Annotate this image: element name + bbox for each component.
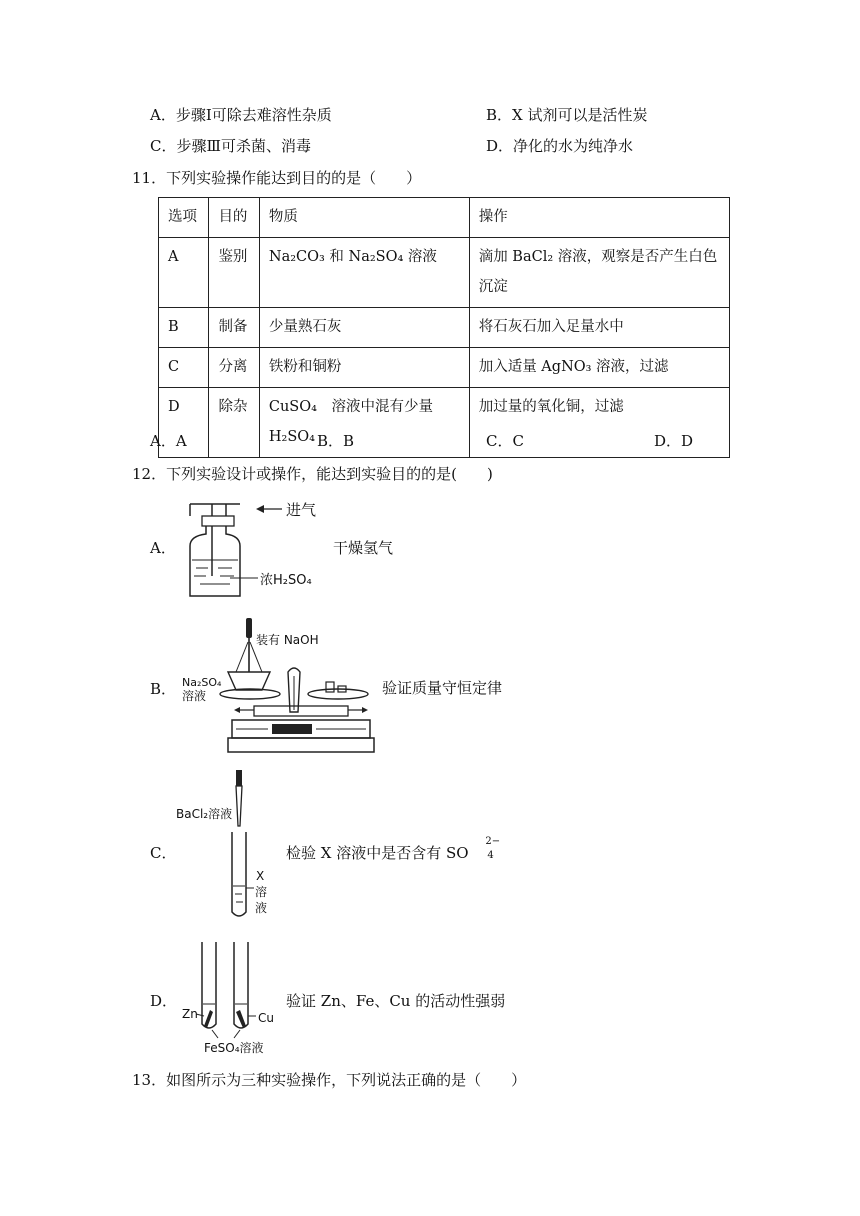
cell-operation: 将石灰石加入足量水中: [469, 308, 729, 348]
zinc-label: Zn: [182, 1007, 198, 1021]
q11-table: [158, 197, 730, 458]
table-row: [159, 348, 730, 388]
q10-option-b: B．X 试剂可以是活性炭: [486, 106, 648, 124]
cell-operation: 加入适量 AgNO₃ 溶液，过滤: [469, 348, 729, 388]
q12-option-d-desc: 验证 Zn、Fe、Cu 的活动性强弱: [286, 992, 506, 1010]
solution-x-label-3: 液: [255, 901, 268, 915]
table-row: [159, 238, 730, 308]
q12-option-b-letter: B．: [150, 680, 177, 698]
header-substance: 物质: [259, 198, 469, 238]
balance-figure: [178, 614, 376, 756]
cell-option: C: [159, 348, 209, 388]
table-row: [159, 388, 730, 458]
q12-option-b-desc: 验证质量守恒定律: [382, 679, 503, 697]
q10-option-d: D．净化的水为纯净水: [486, 137, 634, 155]
ion-charge: 2−: [485, 836, 501, 847]
reagent-label: BaCl₂溶液: [176, 807, 233, 821]
q12-stem: 12．下列实验设计或操作，能达到实验目的的是( ): [132, 465, 493, 483]
cell-option: B: [159, 308, 209, 348]
q10-option-c: C．步骤Ⅲ可杀菌、消毒: [150, 137, 311, 155]
metal-activity-figure: [178, 938, 282, 1058]
cell-goal: 鉴别: [209, 238, 259, 308]
cell-substance: 铁粉和铜粉: [259, 348, 469, 388]
q13-stem: 13．如图所示为三种实验操作，下列说法正确的是（ ）: [132, 1071, 527, 1089]
dropper-label: 装有 NaOH: [256, 633, 319, 647]
q11-stem: 11．下列实验操作能达到目的的是（ ）: [132, 169, 422, 187]
q10-option-a: A．步骤Ⅰ可除去难溶性杂质: [150, 106, 332, 124]
acid-label: 浓H₂SO₄: [260, 573, 312, 588]
cell-substance: 少量熟石灰: [259, 308, 469, 348]
sulfate-ion-notation: [479, 836, 501, 864]
q12-option-c-text: 检验 X 溶液中是否含有 SO: [286, 844, 469, 862]
q11-answer-c: C．C: [486, 432, 524, 450]
cell-goal: 除杂: [209, 388, 259, 458]
q12-option-d-letter: D．: [150, 992, 178, 1010]
cell-operation: 滴加 BaCl₂ 溶液，观察是否产生白色沉淀: [469, 238, 729, 308]
solution-x-label: X: [256, 869, 265, 883]
cell-goal: 制备: [209, 308, 259, 348]
q11-answer-d: D．D: [654, 432, 694, 450]
cell-option: D: [159, 388, 209, 458]
gas-washing-bottle-figure: [180, 498, 340, 602]
q12-option-a-desc: 干燥氢气: [333, 539, 394, 557]
copper-label: Cu: [258, 1011, 274, 1025]
gas-inlet-label: 进气: [286, 501, 317, 519]
ion-subscript: 4: [487, 850, 494, 861]
cell-goal: 分离: [209, 348, 259, 388]
q12-option-c-desc: [286, 836, 501, 864]
q12-option-a-letter: A．: [150, 539, 176, 557]
table-header-row: [159, 198, 730, 238]
header-goal: 目的: [209, 198, 259, 238]
header-option: 选项: [159, 198, 209, 238]
q11-answer-a: A．A: [150, 432, 187, 450]
solution-x-label-2: 溶: [255, 885, 268, 899]
feso4-label: FeSO₄溶液: [204, 1041, 264, 1055]
q11-answer-b: B．B: [317, 432, 355, 450]
table-row: [159, 308, 730, 348]
q12-option-c-letter: C．: [150, 844, 177, 862]
header-operation: 操作: [469, 198, 729, 238]
cell-substance: CuSO₄ 溶液中混有少量 H₂SO₄: [259, 388, 469, 458]
cell-option: A: [159, 238, 209, 308]
test-tube-figure: [176, 768, 276, 924]
cell-operation: 加过量的氧化铜，过滤: [469, 388, 729, 458]
solution-label-1: Na₂SO₄: [182, 676, 222, 689]
solution-label-2: 溶液: [182, 689, 207, 703]
cell-substance: Na₂CO₃ 和 Na₂SO₄ 溶液: [259, 238, 469, 308]
